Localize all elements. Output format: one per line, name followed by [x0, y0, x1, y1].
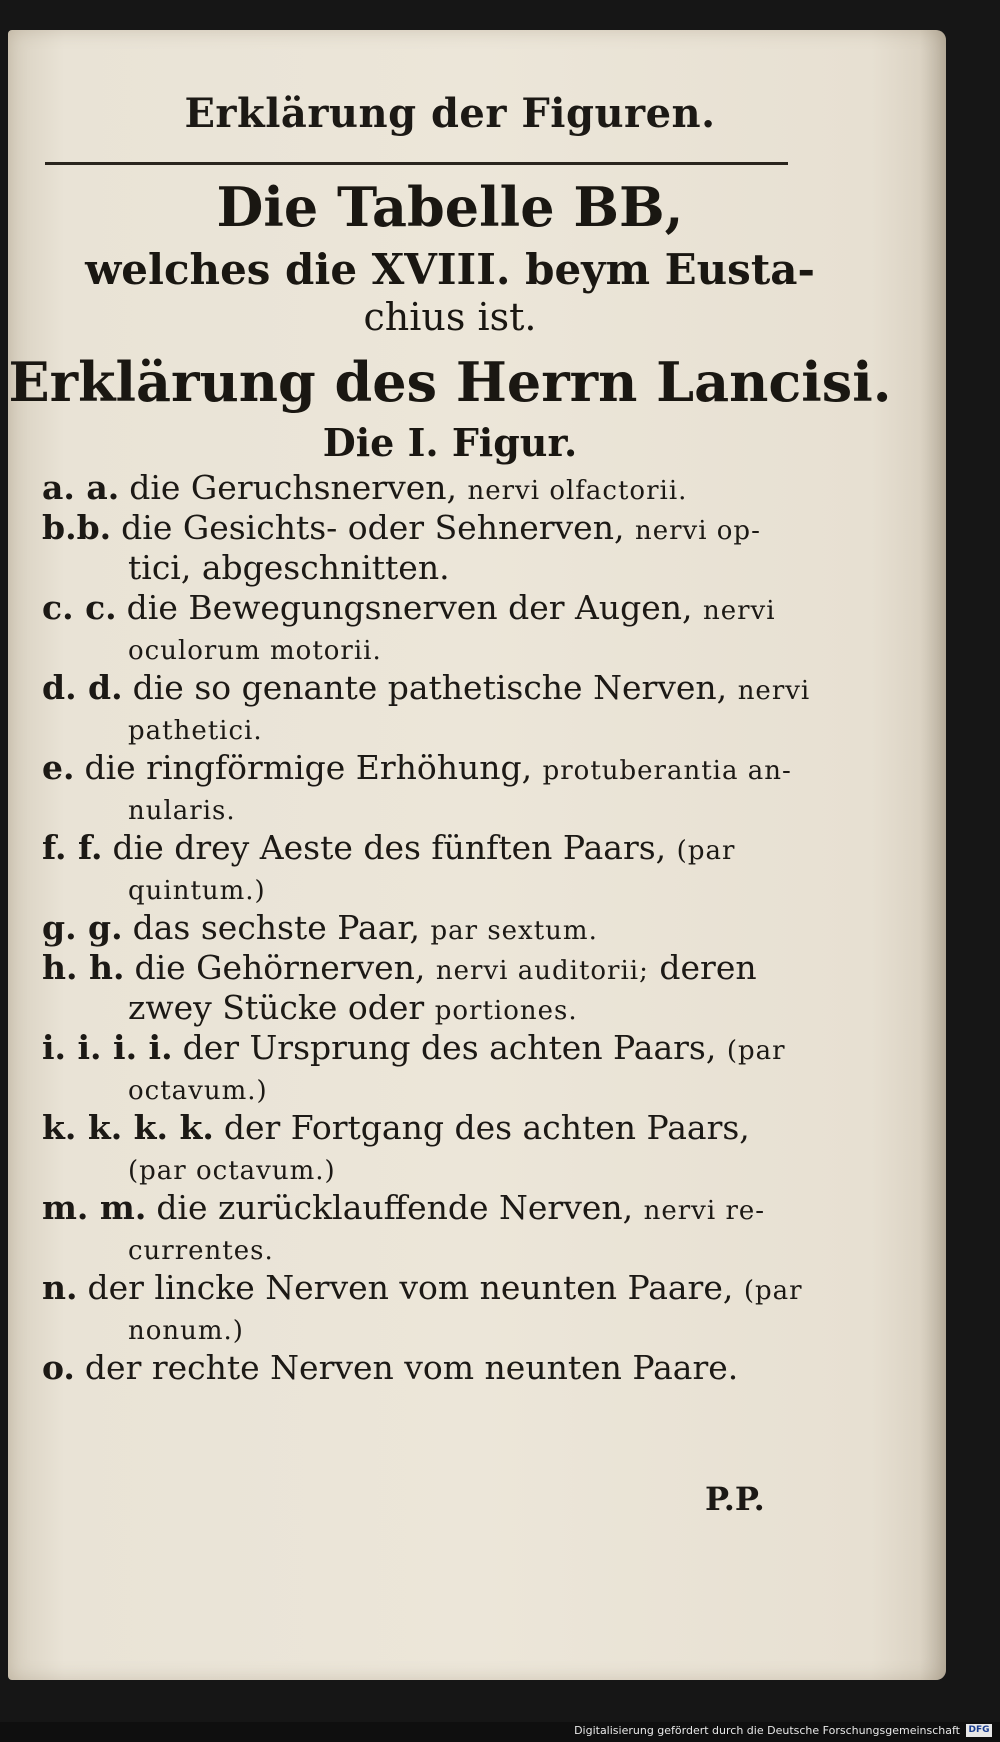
entry-line [42, 508, 787, 548]
entry-key: c. c. [42, 588, 117, 627]
entry-text: der Fortgang des achten Paars, [223, 1108, 750, 1147]
entry-latin-term: (par [676, 836, 736, 866]
legend-entries [42, 468, 811, 1388]
entry-text: die Gehörnerven, [134, 948, 426, 987]
entry-line [42, 1268, 803, 1308]
entry-text: tici, abgeschnitten. [128, 548, 450, 587]
entry-latin-term: nervi olfactorii. [467, 476, 688, 506]
entry-continuation-line [42, 1148, 787, 1188]
entry-latin-term: nervi [702, 596, 776, 626]
entry-line [42, 748, 792, 788]
entry-key: e. [42, 748, 75, 787]
entry-key: h. h. [42, 948, 125, 987]
entry-continuation-line [42, 988, 787, 1028]
entry-line [42, 1348, 787, 1388]
entry-latin-term: oculorum motorii. [128, 636, 382, 666]
entry-text: die drey Aeste des fünften Paars, [112, 828, 667, 867]
entry-key: n. [42, 1268, 78, 1307]
page-edge-shadow [920, 30, 946, 1680]
entry-key: i. i. i. i. [42, 1028, 173, 1067]
entry-line [42, 1028, 787, 1068]
entry-key: b.b. [42, 508, 112, 547]
entry-text: zwey Stücke oder [128, 988, 425, 1027]
entry-line [42, 588, 787, 628]
entry-latin-term: nervi re- [643, 1196, 766, 1226]
entry-text: die Geruchsnerven, [129, 468, 457, 507]
table-subtitle-line1: welches die XVIII. beym Eusta- [85, 245, 815, 294]
entry-key: d. d. [42, 668, 123, 707]
entry-key: f. f. [42, 828, 103, 867]
entry-text: die so genante pathetische Nerven, [132, 668, 728, 707]
legend-entry [42, 748, 792, 828]
entry-text: deren [659, 948, 757, 987]
entry-latin-term: pathetici. [128, 716, 263, 746]
legend-entry [42, 948, 787, 1028]
figure-heading: Die I. Figur. [322, 420, 578, 465]
entry-line [42, 828, 787, 868]
entry-text: die ringförmige Erhöhung, [84, 748, 533, 787]
entry-text: die Gesichts- oder Sehnerven, [121, 508, 625, 547]
running-header: Erklärung der Figuren. [184, 90, 716, 137]
legend-entry [42, 668, 811, 748]
entry-latin-term: nularis. [128, 796, 236, 826]
entry-latin-term: protuberantia an- [542, 756, 792, 786]
entry-line [42, 908, 787, 948]
entry-latin-term: nervi auditorii; [435, 956, 649, 986]
legend-entry [42, 588, 787, 668]
entry-latin-term: portiones. [434, 996, 578, 1026]
legend-entry [42, 1108, 787, 1188]
entry-continuation-line [42, 1068, 787, 1108]
funding-notice: Digitalisierung gefördert durch die Deutsche Forschungsgemeinschaft [574, 1724, 960, 1737]
entry-latin-term: quintum.) [128, 876, 266, 906]
entry-text: die zurücklauffende Nerven, [156, 1188, 634, 1227]
entry-line [42, 1188, 787, 1228]
entry-latin-term: octavum.) [128, 1076, 268, 1106]
legend-entry [42, 908, 787, 948]
entry-key: o. [42, 1348, 75, 1387]
legend-entry [42, 1028, 787, 1108]
explanation-heading: Erklärung des Herrn Lancisi. [8, 350, 892, 414]
entry-latin-term: (par [743, 1276, 803, 1306]
entry-continuation-line [42, 628, 787, 668]
entry-key: g. g. [42, 908, 123, 947]
entry-continuation-line [42, 548, 787, 588]
legend-entry [42, 1268, 803, 1348]
legend-entry [42, 468, 787, 508]
entry-latin-term: nervi [737, 676, 811, 706]
legend-entry [42, 1188, 787, 1268]
entry-latin-term: nonum.) [128, 1316, 244, 1346]
entry-latin-term: par sextum. [430, 916, 598, 946]
table-title: Die Tabelle BB, [216, 175, 684, 239]
table-subtitle-line2: chius ist. [363, 295, 537, 339]
entry-continuation-line [42, 1228, 787, 1268]
dfg-logo: DFG [966, 1724, 992, 1737]
entry-continuation-line [42, 708, 787, 748]
entry-line [42, 468, 787, 508]
entry-text: der lincke Nerven vom neunten Paare, [87, 1268, 734, 1307]
legend-entry [42, 1348, 787, 1388]
entry-line [42, 668, 811, 708]
entry-continuation-line [42, 1308, 787, 1348]
entry-continuation-line [42, 868, 787, 908]
catchword: P.P. [705, 1480, 765, 1518]
entry-text: die Bewegungsnerven der Augen, [126, 588, 693, 627]
entry-line [42, 948, 787, 988]
entry-key: m. m. [42, 1188, 147, 1227]
entry-latin-term: nervi op- [634, 516, 761, 546]
entry-key: a. a. [42, 468, 120, 507]
entry-text: das sechste Paar, [132, 908, 420, 947]
entry-latin-term: (par octavum.) [128, 1156, 336, 1186]
entry-latin-term: (par [726, 1036, 786, 1066]
header-rule [45, 162, 788, 165]
entry-text: der Ursprung des achten Paars, [182, 1028, 717, 1067]
entry-line [42, 1108, 787, 1148]
entry-key: k. k. k. k. [42, 1108, 214, 1147]
legend-entry [42, 508, 787, 588]
entry-text: der rechte Nerven vom neunten Paare. [84, 1348, 739, 1387]
legend-entry [42, 828, 787, 908]
entry-latin-term: currentes. [128, 1236, 274, 1266]
entry-continuation-line [42, 788, 787, 828]
